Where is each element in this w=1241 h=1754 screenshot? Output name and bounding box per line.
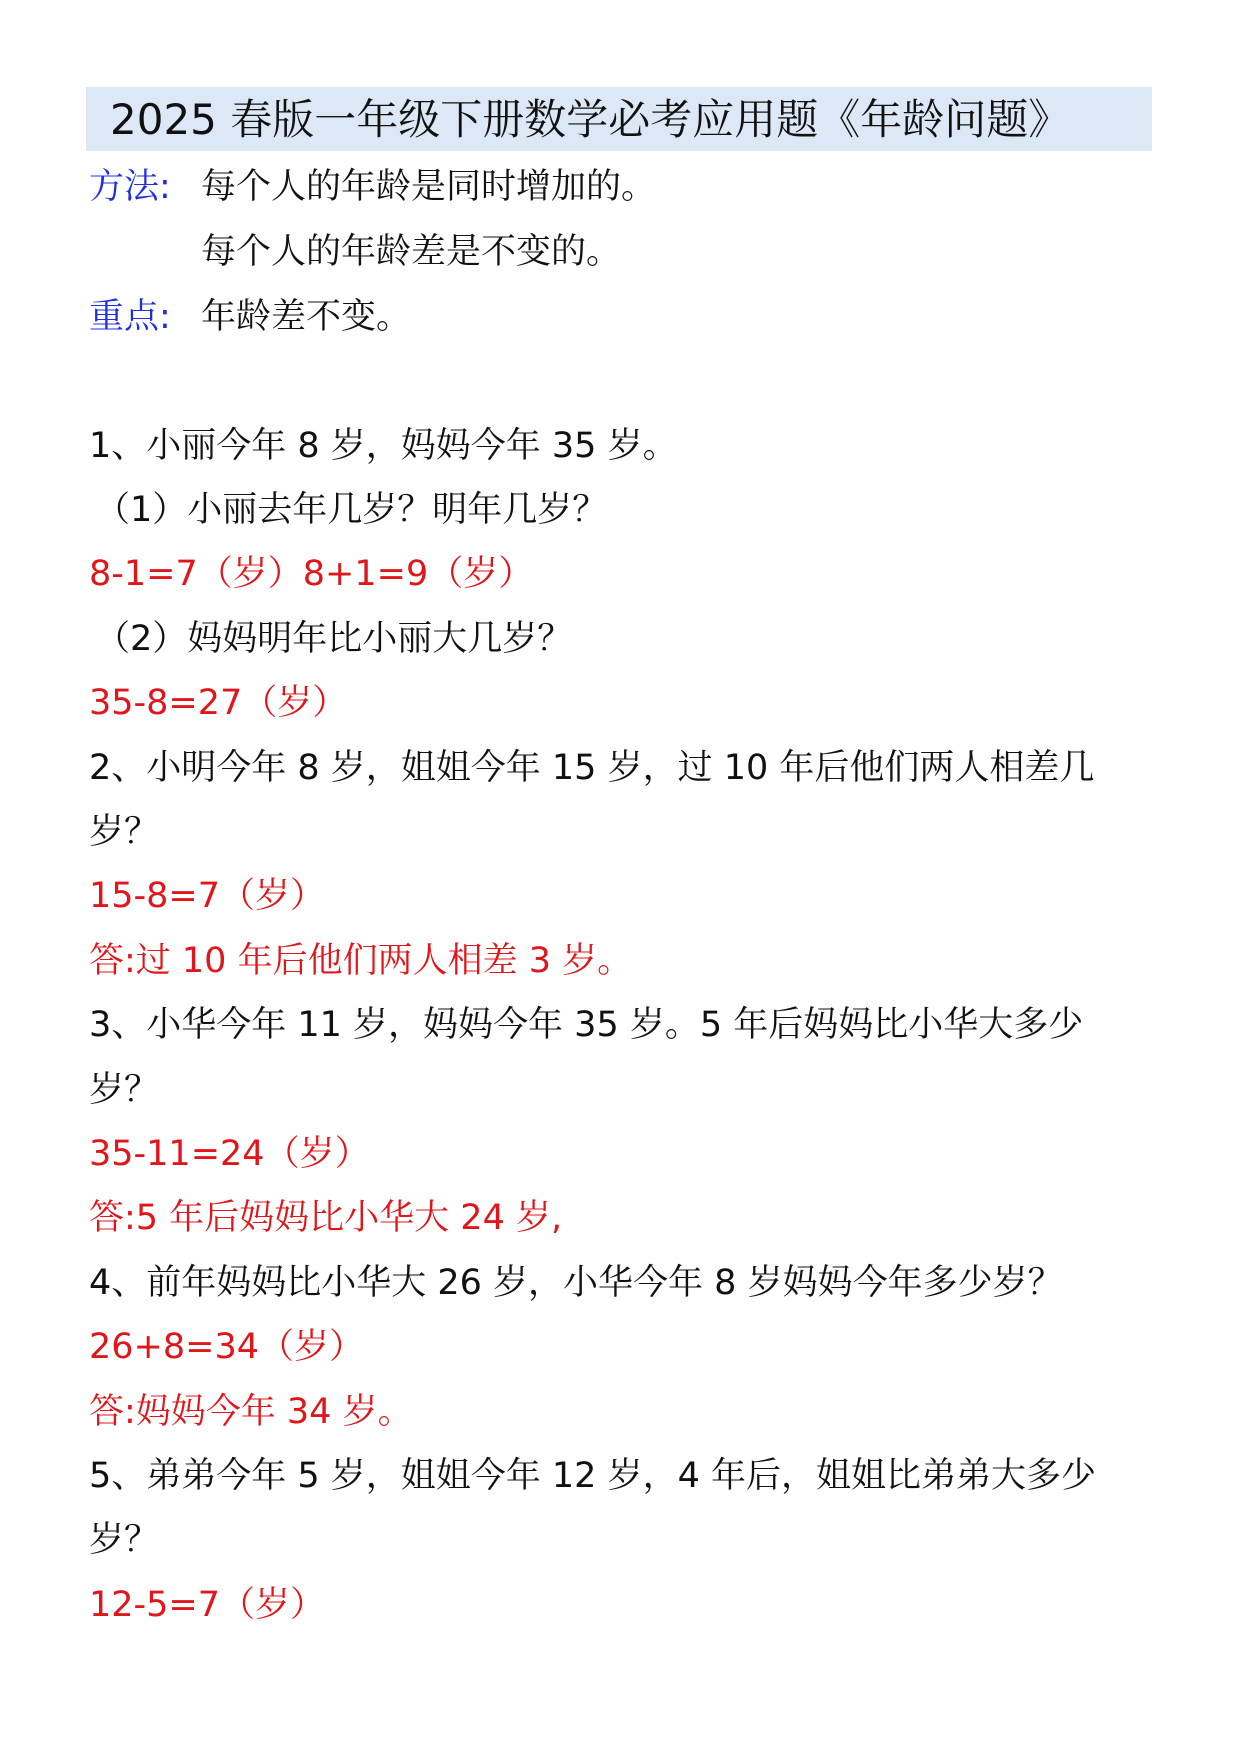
- problem-1-answer-2: 35-8=27（岁）: [89, 683, 348, 723]
- problem-3-question-line-1: 3、小华今年 11 岁，妈妈今年 35 岁。5 年后妈妈比小华大多少: [89, 1005, 1084, 1045]
- problem-2-question-line-1: 2、小明今年 8 岁，姐姐今年 15 岁，过 10 年后他们两人相差几: [89, 748, 1095, 788]
- problem-5-question-line-1: 5、弟弟今年 5 岁，姐姐今年 12 岁，4 年后，姐姐比弟弟大多少: [89, 1456, 1096, 1496]
- problem-1-sub-question-2: （2）妈妈明年比小丽大几岁？: [95, 619, 573, 659]
- problem-1-question: 1、小丽今年 8 岁，妈妈今年 35 岁。: [89, 426, 678, 466]
- problem-3-calc: 35-11=24（岁）: [89, 1134, 370, 1174]
- problem-5-calc: 12-5=7（岁）: [89, 1585, 326, 1625]
- key-point-label: 重点:: [89, 297, 171, 337]
- problem-1-sub-question-1: （1）小丽去年几岁？明年几岁？: [95, 490, 608, 530]
- problem-2-answer: 答:过 10 年后他们两人相差 3 岁。: [89, 941, 633, 981]
- problem-3-answer: 答:5 年后妈妈比小华大 24 岁,: [89, 1198, 563, 1238]
- method-text-2: 每个人的年龄差是不变的。: [201, 232, 622, 272]
- problem-4-calc: 26+8=34（岁）: [89, 1327, 364, 1367]
- problem-4-question: 4、前年妈妈比小华大 26 岁，小华今年 8 岁妈妈今年多少岁？: [89, 1263, 1063, 1303]
- problem-2-question-line-2: 岁？: [89, 812, 160, 852]
- problem-2-calc: 15-8=7（岁）: [89, 876, 326, 916]
- key-point-text: 年龄差不变。: [201, 297, 412, 337]
- problem-3-question-line-2: 岁？: [89, 1070, 160, 1110]
- problem-5-question-line-2: 岁？: [89, 1520, 160, 1560]
- method-line-1: [89, 165, 656, 209]
- problem-1-answer-1: 8-1=7（岁）8+1=9（岁）: [89, 554, 534, 594]
- page-title: 2025 春版一年级下册数学必考应用题《年龄问题》: [110, 95, 1071, 144]
- problem-4-answer: 答:妈妈今年 34 岁。: [89, 1392, 413, 1432]
- method-label: 方法:: [89, 167, 171, 207]
- method-text-1: 每个人的年龄是同时增加的。: [201, 167, 657, 207]
- key-point-line: [89, 295, 411, 339]
